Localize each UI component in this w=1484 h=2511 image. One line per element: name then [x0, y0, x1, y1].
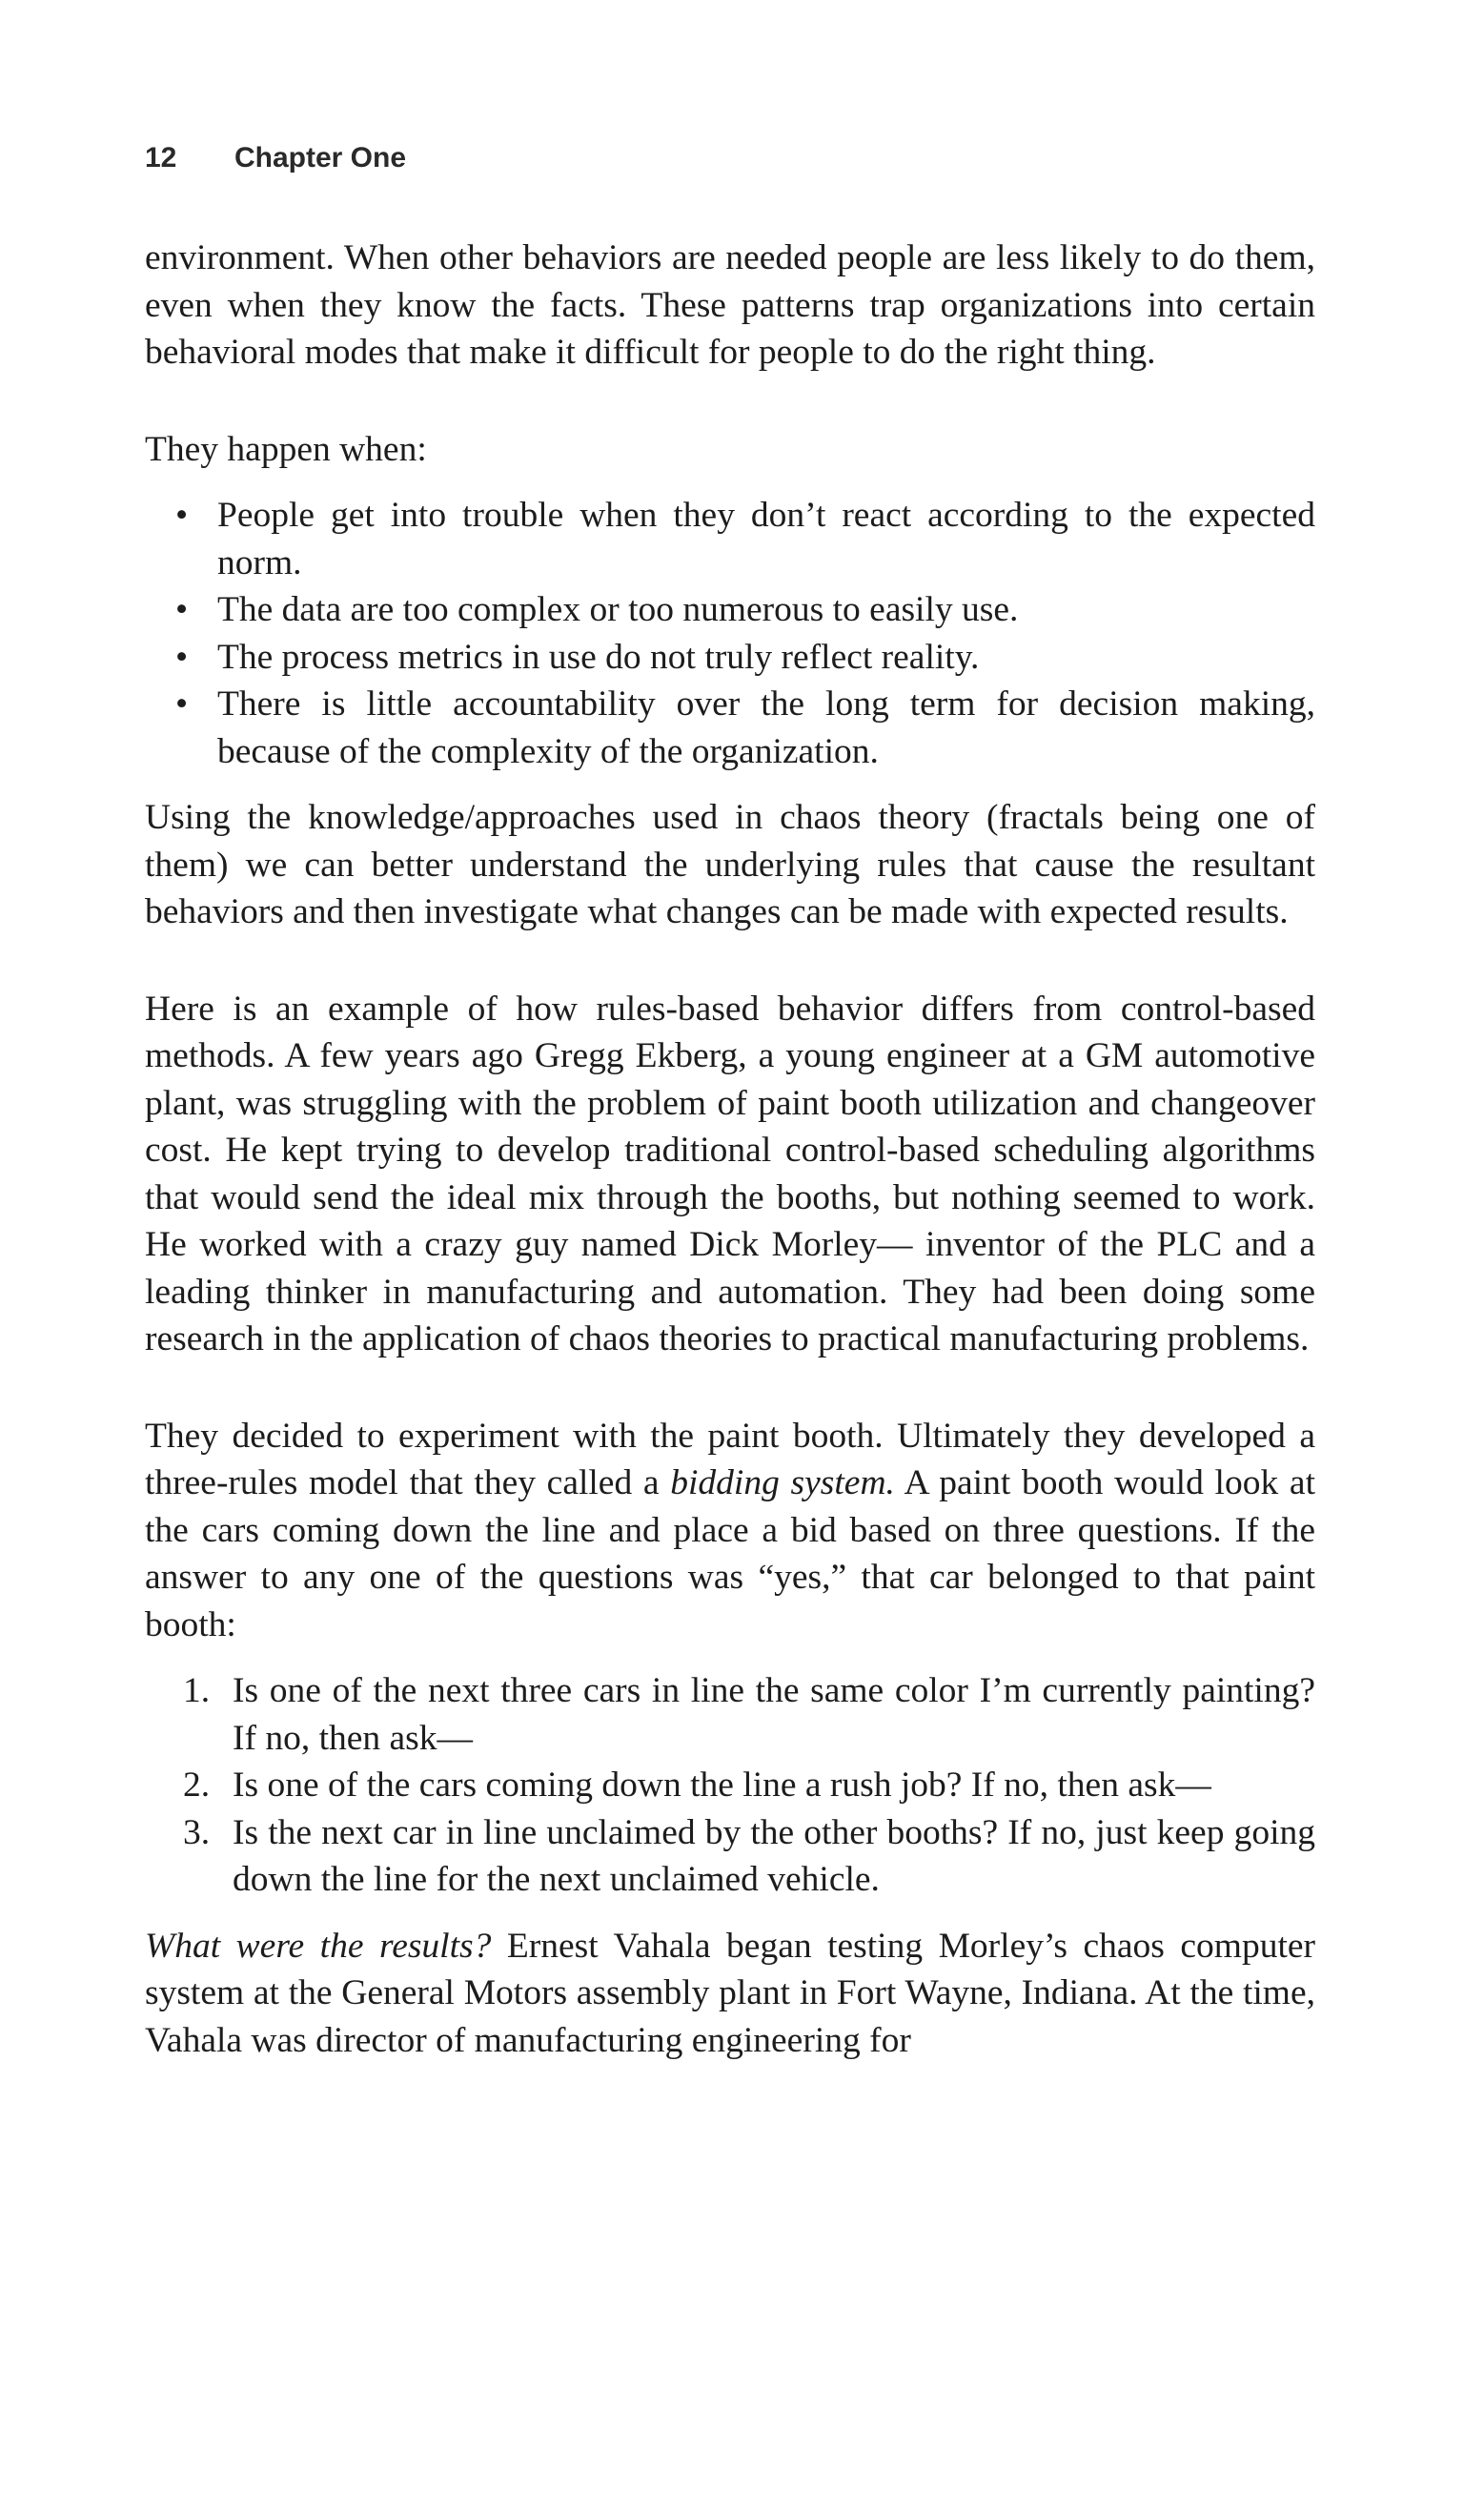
numbered-item [145, 1809, 1315, 1904]
bullet-item: • The data are too complex or too numerous to easily use. [145, 586, 1315, 634]
item-text: Is one of the cars coming down the line a rush job? If no, then ask— [233, 1766, 1211, 1805]
paragraph-results [145, 1923, 1315, 2065]
text-run: A paint booth would look at the cars coming down the line and place a bid based on three questions. If the answer to any one of the questions was “yes,” that car belonged to that paint booth: [145, 1463, 1315, 1644]
item-number: 2. [183, 1766, 211, 1805]
numbered-item [145, 1667, 1315, 1762]
numbered-item [145, 1762, 1315, 1809]
item-text: Is the next car in line unclaimed by the other booths? If no, just keep going down the line for the next unclaimed vehicle. [233, 1812, 1315, 1899]
paragraph-bidding-system [145, 1413, 1315, 1649]
item-text: Is one of the next three cars in line the same color I’m currently painting? If no, then ask— [233, 1671, 1315, 1758]
body-text [145, 235, 1315, 2064]
item-number: 3. [183, 1812, 211, 1852]
page-number: 12 [145, 142, 177, 174]
bullet-item: • There is little accountability over the long term for decision making, because of the complexity of the organization. [145, 681, 1315, 775]
running-head [145, 139, 406, 177]
bullet-item: • People get into trouble when they don’t react according to the expected norm. [145, 492, 1315, 586]
emphasis-question: What were the results? [145, 1926, 492, 1966]
text-run: Ernest Vahala began testing Morley’s chaos computer system at the General Motors assembly plant in Fort Wayne, Indiana. At the time, Vahala was director of manufacturing engineering for [145, 1926, 1316, 2060]
paragraph-continuation: environment. When other behaviors are needed people are less likely to do them, even when they know the facts. These patterns trap organizations into certain behavioral modes that make it difficult for people to do the right thing. [145, 238, 1315, 372]
text-run: They decided to experiment with the paint booth. Ultimately they developed a three-rules model that they called a [145, 1416, 1315, 1502]
paragraph-example: Here is an example of how rules-based behavior differs from control-based methods. A few years ago Gregg Ekberg, a young engineer at a GM automotive plant, was struggling with the problem of paint booth utilization and changeover cost. He kept trying to develop traditional control-based scheduling algorithms that would send the ideal mix through the booths, but nothing seemed to work. He worked with a crazy guy named Dick Morley— inventor of the PLC and a leading thinker in manufacturing and automation. They had been doing some research in the application of chaos theories to practical manufacturing problems. [145, 989, 1315, 1358]
paragraph-intro-list: They happen when: [145, 429, 427, 469]
item-number: 1. [183, 1671, 211, 1710]
emphasis-term: bidding system. [670, 1463, 895, 1502]
chapter-title: Chapter One [234, 142, 407, 174]
bullet-list [145, 492, 1315, 775]
numbered-list [145, 1667, 1315, 1904]
bullet-item: • The process metrics in use do not truly reflect reality. [145, 634, 1315, 682]
paragraph-chaos-theory: Using the knowledge/approaches used in chaos theory (fractals being one of them) we can better understand the underlying rules that cause the resultant behaviors and then investigate what changes can be made with expected results. [145, 798, 1315, 931]
